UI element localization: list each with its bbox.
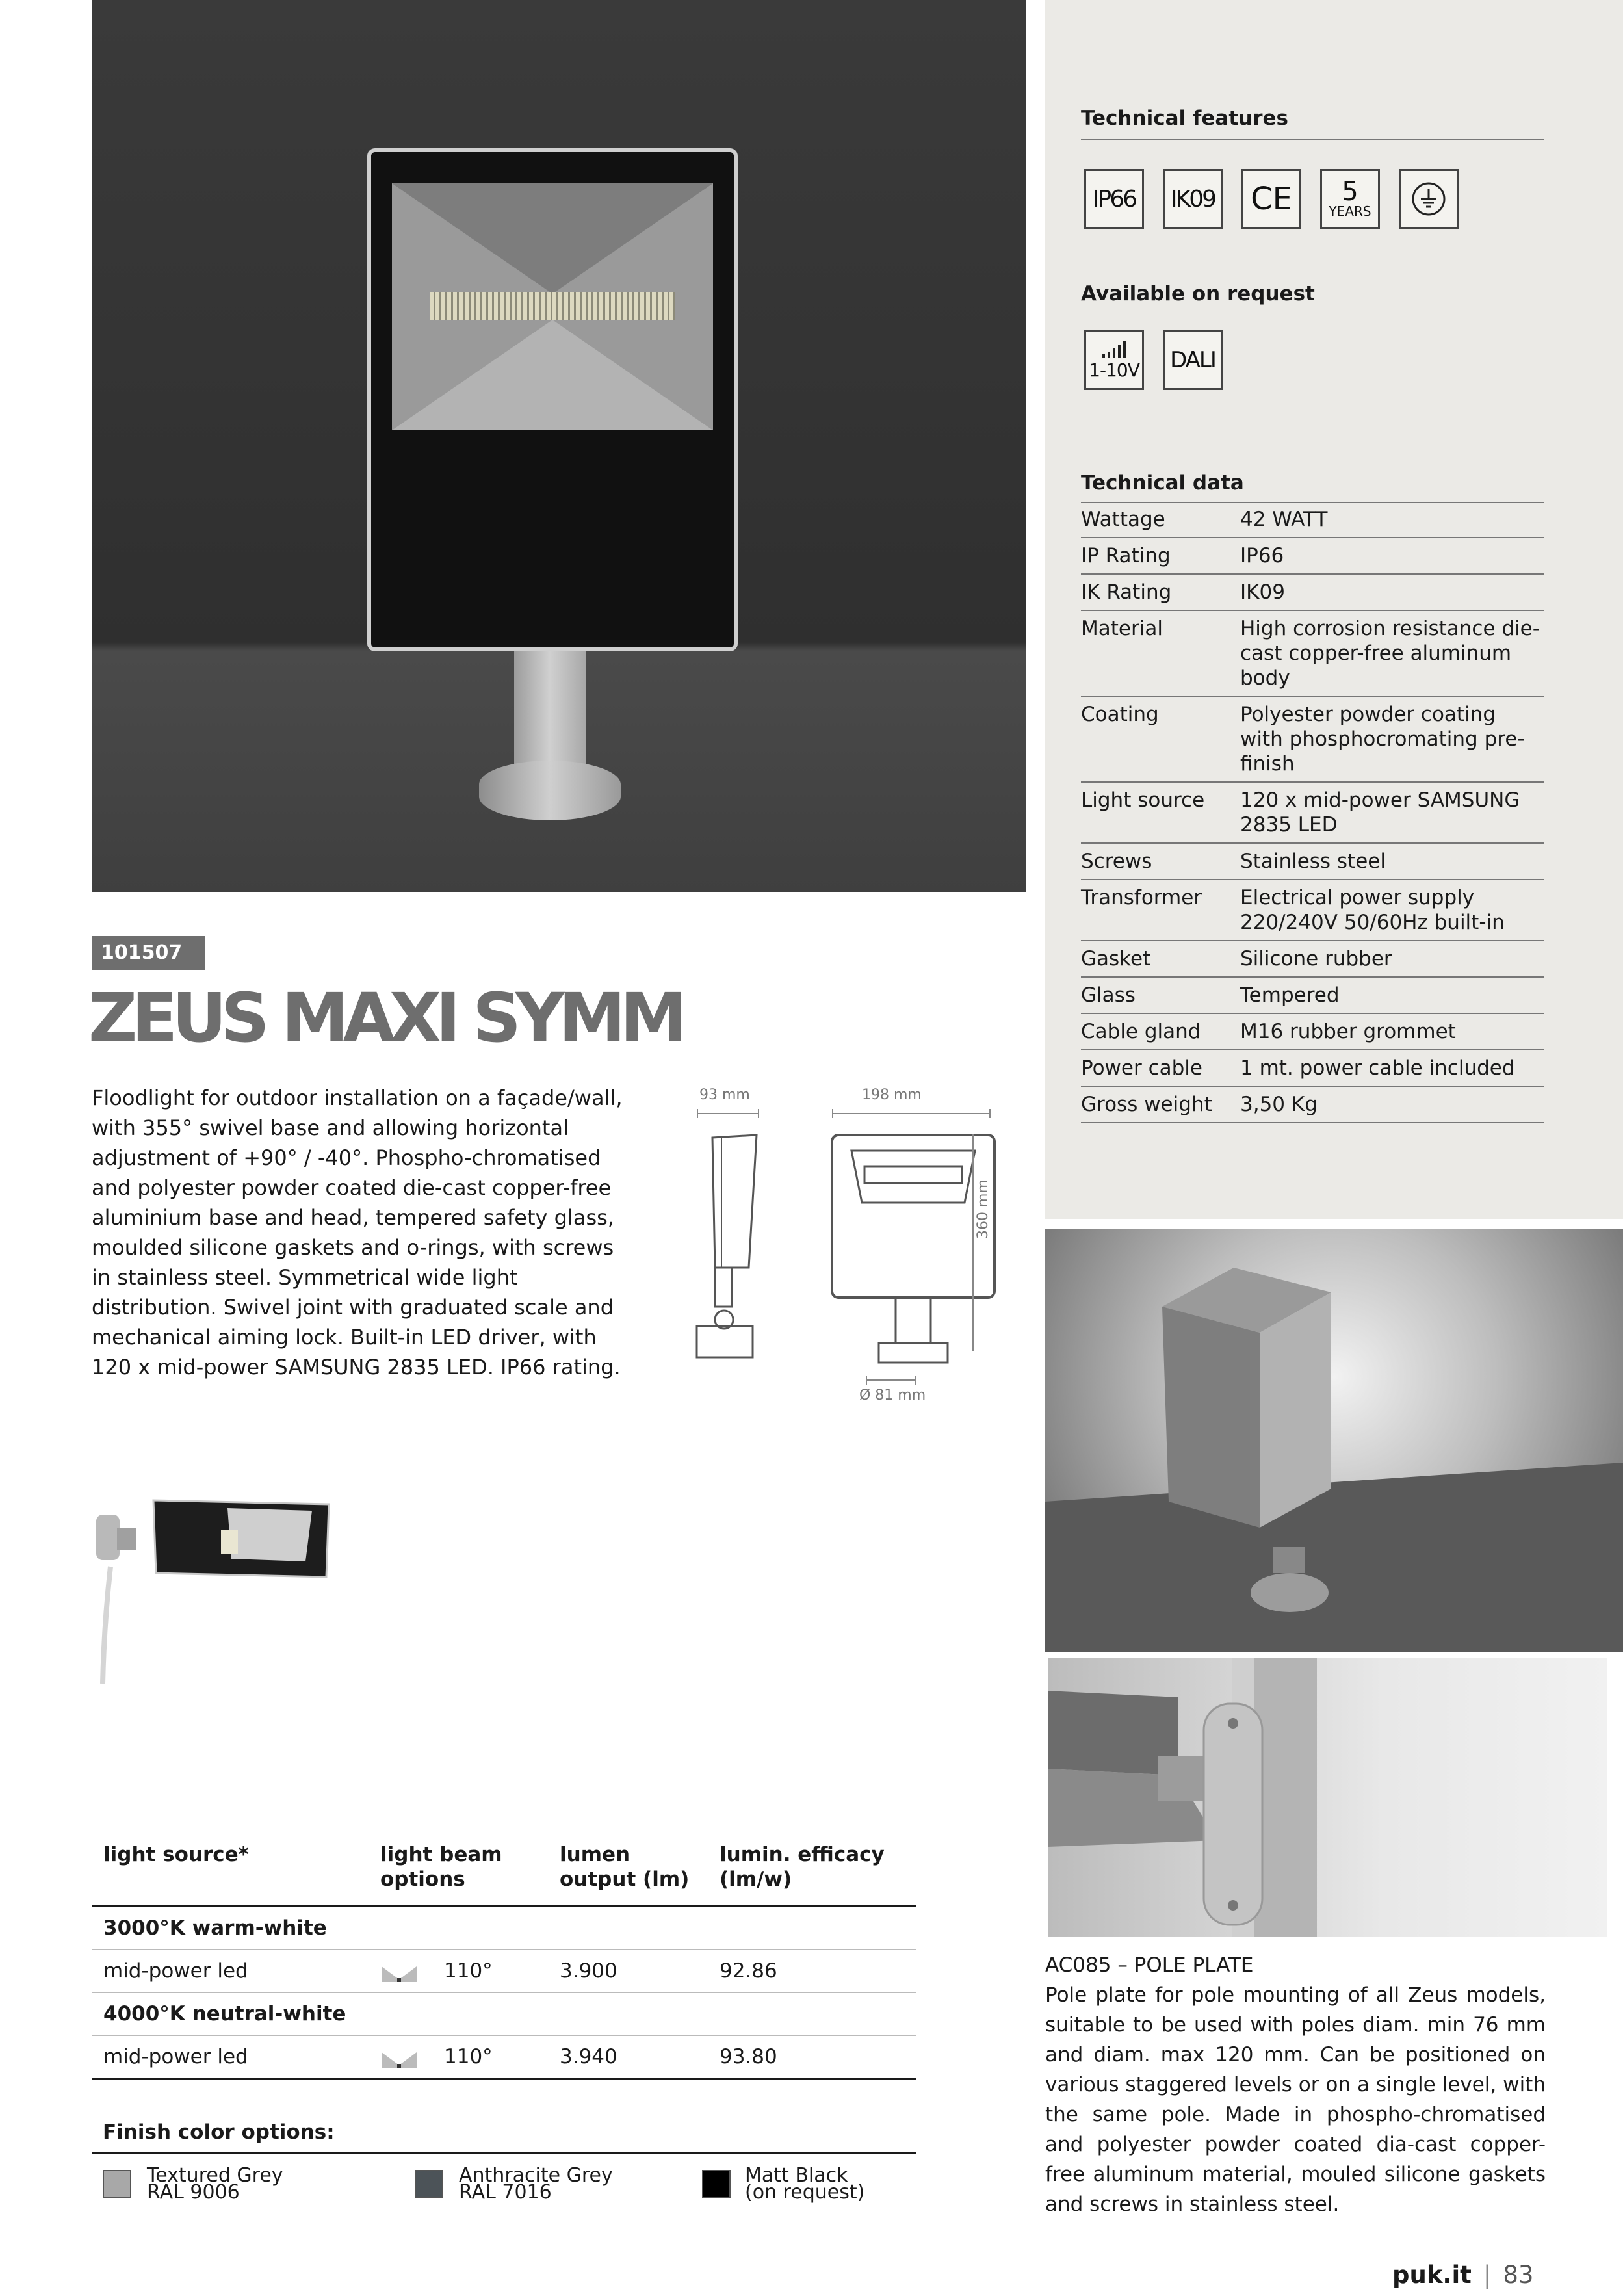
spec-key: Glass <box>1081 977 1240 1013</box>
front-width-label: 198 mm <box>862 1087 922 1103</box>
spec-key: Gasket <box>1081 941 1240 977</box>
group-label-3000k: 3000°K warm-white <box>92 1906 916 1950</box>
spec-key: Light source <box>1081 782 1240 843</box>
ce-mark-icon: CE <box>1241 169 1301 229</box>
spec-key: Gross weight <box>1081 1086 1240 1123</box>
footer-separator: | <box>1483 2261 1492 2289</box>
swivel-base <box>479 761 621 820</box>
spec-value: High corrosion resistance die-cast copper-free aluminum body <box>1240 610 1544 696</box>
table-row <box>1081 502 1544 538</box>
spec-key: Transformer <box>1081 880 1240 941</box>
ip66-icon: IP66 <box>1084 169 1144 229</box>
cell-lumen: 3.940 <box>548 2035 708 2079</box>
spec-value: 1 mt. power cable included <box>1240 1050 1544 1086</box>
pole-plate-photo <box>1048 1658 1607 1937</box>
header-light-beam: light beam options <box>369 1832 548 1906</box>
spec-value: Electrical power supply 220/240V 50/60Hz built-in <box>1240 880 1544 941</box>
technical-features-title: Technical features <box>1081 107 1288 130</box>
finish-divider <box>92 2152 916 2154</box>
beam-angle: 110° <box>444 2045 493 2068</box>
table-row <box>1081 941 1544 977</box>
accessory-description: Pole plate for pole mounting of all Zeus models, suitable to be used with poles diam. min 76 mm and diam. max 120 mm. Can be positioned on various staggered levels or on a single level, with the same pole. Made in phospho-chromatised and polyester powder coated dia-cast copper-free aluminum material, mouled silicone gaskets and screws in stainless steel. <box>1045 1983 1546 2216</box>
spec-value: Stainless steel <box>1240 843 1544 880</box>
spec-value: IP66 <box>1240 538 1544 574</box>
accessory-title: AC085 – POLE PLATE <box>1045 1953 1254 1977</box>
cell-source: mid-power led <box>92 2035 369 2079</box>
table-row <box>1081 610 1544 696</box>
cell-source: mid-power led <box>92 1950 369 1992</box>
table-row <box>1081 1013 1544 1050</box>
spec-key: Cable gland <box>1081 1013 1240 1050</box>
cell-beam <box>369 1950 548 1992</box>
finish-label-anthracite-grey: Anthracite Grey RAL 7016 <box>459 2164 613 2204</box>
swatch-anthracite-grey <box>415 2170 443 2198</box>
ground-symbol-icon <box>1399 169 1459 229</box>
table-row <box>1081 843 1544 880</box>
technical-data-title: Technical data <box>1081 471 1244 495</box>
table-row <box>1081 977 1544 1013</box>
spec-value: 120 x mid-power SAMSUNG 2835 LED <box>1240 782 1544 843</box>
led-strip <box>430 292 675 320</box>
technical-drawing <box>689 1079 1027 1417</box>
spec-value: IK09 <box>1240 574 1544 610</box>
table-header-row <box>92 1832 916 1906</box>
table-row <box>1081 1086 1544 1123</box>
spec-value: 3,50 Kg <box>1240 1086 1544 1123</box>
table-row <box>1081 538 1544 574</box>
side-width-label: 93 mm <box>699 1087 750 1103</box>
table-row <box>1081 1050 1544 1086</box>
table-row <box>92 2035 916 2079</box>
table-row <box>1081 880 1544 941</box>
technical-features-divider <box>1081 139 1544 140</box>
light-source-table <box>92 1832 916 2080</box>
spec-key: Screws <box>1081 843 1240 880</box>
spec-key: IK Rating <box>1081 574 1240 610</box>
spec-key: Coating <box>1081 696 1240 782</box>
cell-efficacy: 92.86 <box>708 1950 916 1992</box>
installation-photo <box>1045 1229 1623 1652</box>
group-label-4000k: 4000°K neutral-white <box>92 1992 916 2035</box>
reflector <box>392 183 713 430</box>
spec-value: M16 rubber grommet <box>1240 1013 1544 1050</box>
spec-key: Power cable <box>1081 1050 1240 1086</box>
spec-value: Tempered <box>1240 977 1544 1013</box>
base-diam-label: Ø 81 mm <box>859 1387 926 1403</box>
front-view-drawing <box>828 1131 997 1372</box>
beam-angle: 110° <box>444 1959 493 1983</box>
side-width-dimline <box>697 1113 759 1114</box>
five-years-warranty-icon: 5 YEARS <box>1320 169 1380 229</box>
header-light-source: light source* <box>92 1832 369 1906</box>
table-row <box>1081 696 1544 782</box>
page-footer <box>1392 2261 1533 2289</box>
swatch-matt-black <box>702 2170 731 2198</box>
header-lumen-output: lumen output (lm) <box>548 1832 708 1906</box>
table-row <box>1081 782 1544 843</box>
finish-title: Finish color options: <box>103 2120 335 2144</box>
hero-product-photo <box>92 0 1026 892</box>
cell-lumen: 3.900 <box>548 1950 708 1992</box>
technical-data-table <box>1081 502 1544 1123</box>
base-diam-dimline <box>866 1379 916 1381</box>
cell-beam <box>369 2035 548 2079</box>
spec-key: Wattage <box>1081 502 1240 538</box>
header-lumin-efficacy: lumin. efficacy (lm/w) <box>708 1832 916 1906</box>
wide-beam-icon <box>380 1963 418 1982</box>
table-row <box>92 1906 916 1950</box>
table-row <box>92 1992 916 2035</box>
side-mount-photo <box>91 1495 331 1690</box>
table-row <box>1081 574 1544 610</box>
available-on-request-title: Available on request <box>1081 282 1315 306</box>
cell-efficacy: 93.80 <box>708 2035 916 2079</box>
height-label: 360 mm <box>975 1179 991 1239</box>
front-width-dimline <box>832 1113 991 1114</box>
signal-bars-glyph <box>1101 340 1127 359</box>
spec-value: Silicone rubber <box>1240 941 1544 977</box>
product-code-badge: 101507 <box>92 936 205 970</box>
product-description: Floodlight for outdoor installation on a façade/wall, with 355° swivel base and allowing horizontal adjustment of +90° / -40°. Phospho-chromatised and polyester powder coated die-cast copper-free aluminium base and head, tempered safety glass, moulded silicone gaskets and o-rings, with screws in stainless steel. Symmetrical wide light distribution. Swivel joint with graduated scale and mechanical aiming lock. Built-in LED driver, with 120 x mid-power SAMSUNG 2835 LED. IP66 rating. <box>92 1086 623 1379</box>
spec-key: IP Rating <box>1081 538 1240 574</box>
installation-photo-art <box>1045 1229 1623 1652</box>
dali-icon: DALI <box>1163 330 1223 390</box>
page-number: 83 <box>1503 2261 1534 2289</box>
ground-symbol-glyph <box>1410 181 1447 217</box>
pole-plate-photo-art <box>1048 1658 1607 1937</box>
finish-label-textured-grey: Textured Grey RAL 9006 <box>147 2164 283 2204</box>
spec-value: 42 WATT <box>1240 502 1544 538</box>
swatch-textured-grey <box>103 2170 131 2198</box>
height-dimline <box>972 1134 974 1351</box>
table-row <box>92 1950 916 1992</box>
side-view-drawing <box>689 1131 767 1365</box>
finish-label-matt-black: Matt Black (on request) <box>745 2164 865 2204</box>
footer-site-link[interactable]: puk.it <box>1392 2261 1472 2289</box>
spec-key: Material <box>1081 610 1240 696</box>
spec-value: Polyester powder coating with phosphocromating pre-finish <box>1240 696 1544 782</box>
ik09-icon: IK09 <box>1163 169 1223 229</box>
dimming-1-10v-icon: 1-10V <box>1084 330 1144 390</box>
floodlight-head <box>367 148 738 651</box>
product-title: ZEUS MAXI SYMM <box>88 978 682 1058</box>
wide-beam-icon <box>380 2048 418 2068</box>
